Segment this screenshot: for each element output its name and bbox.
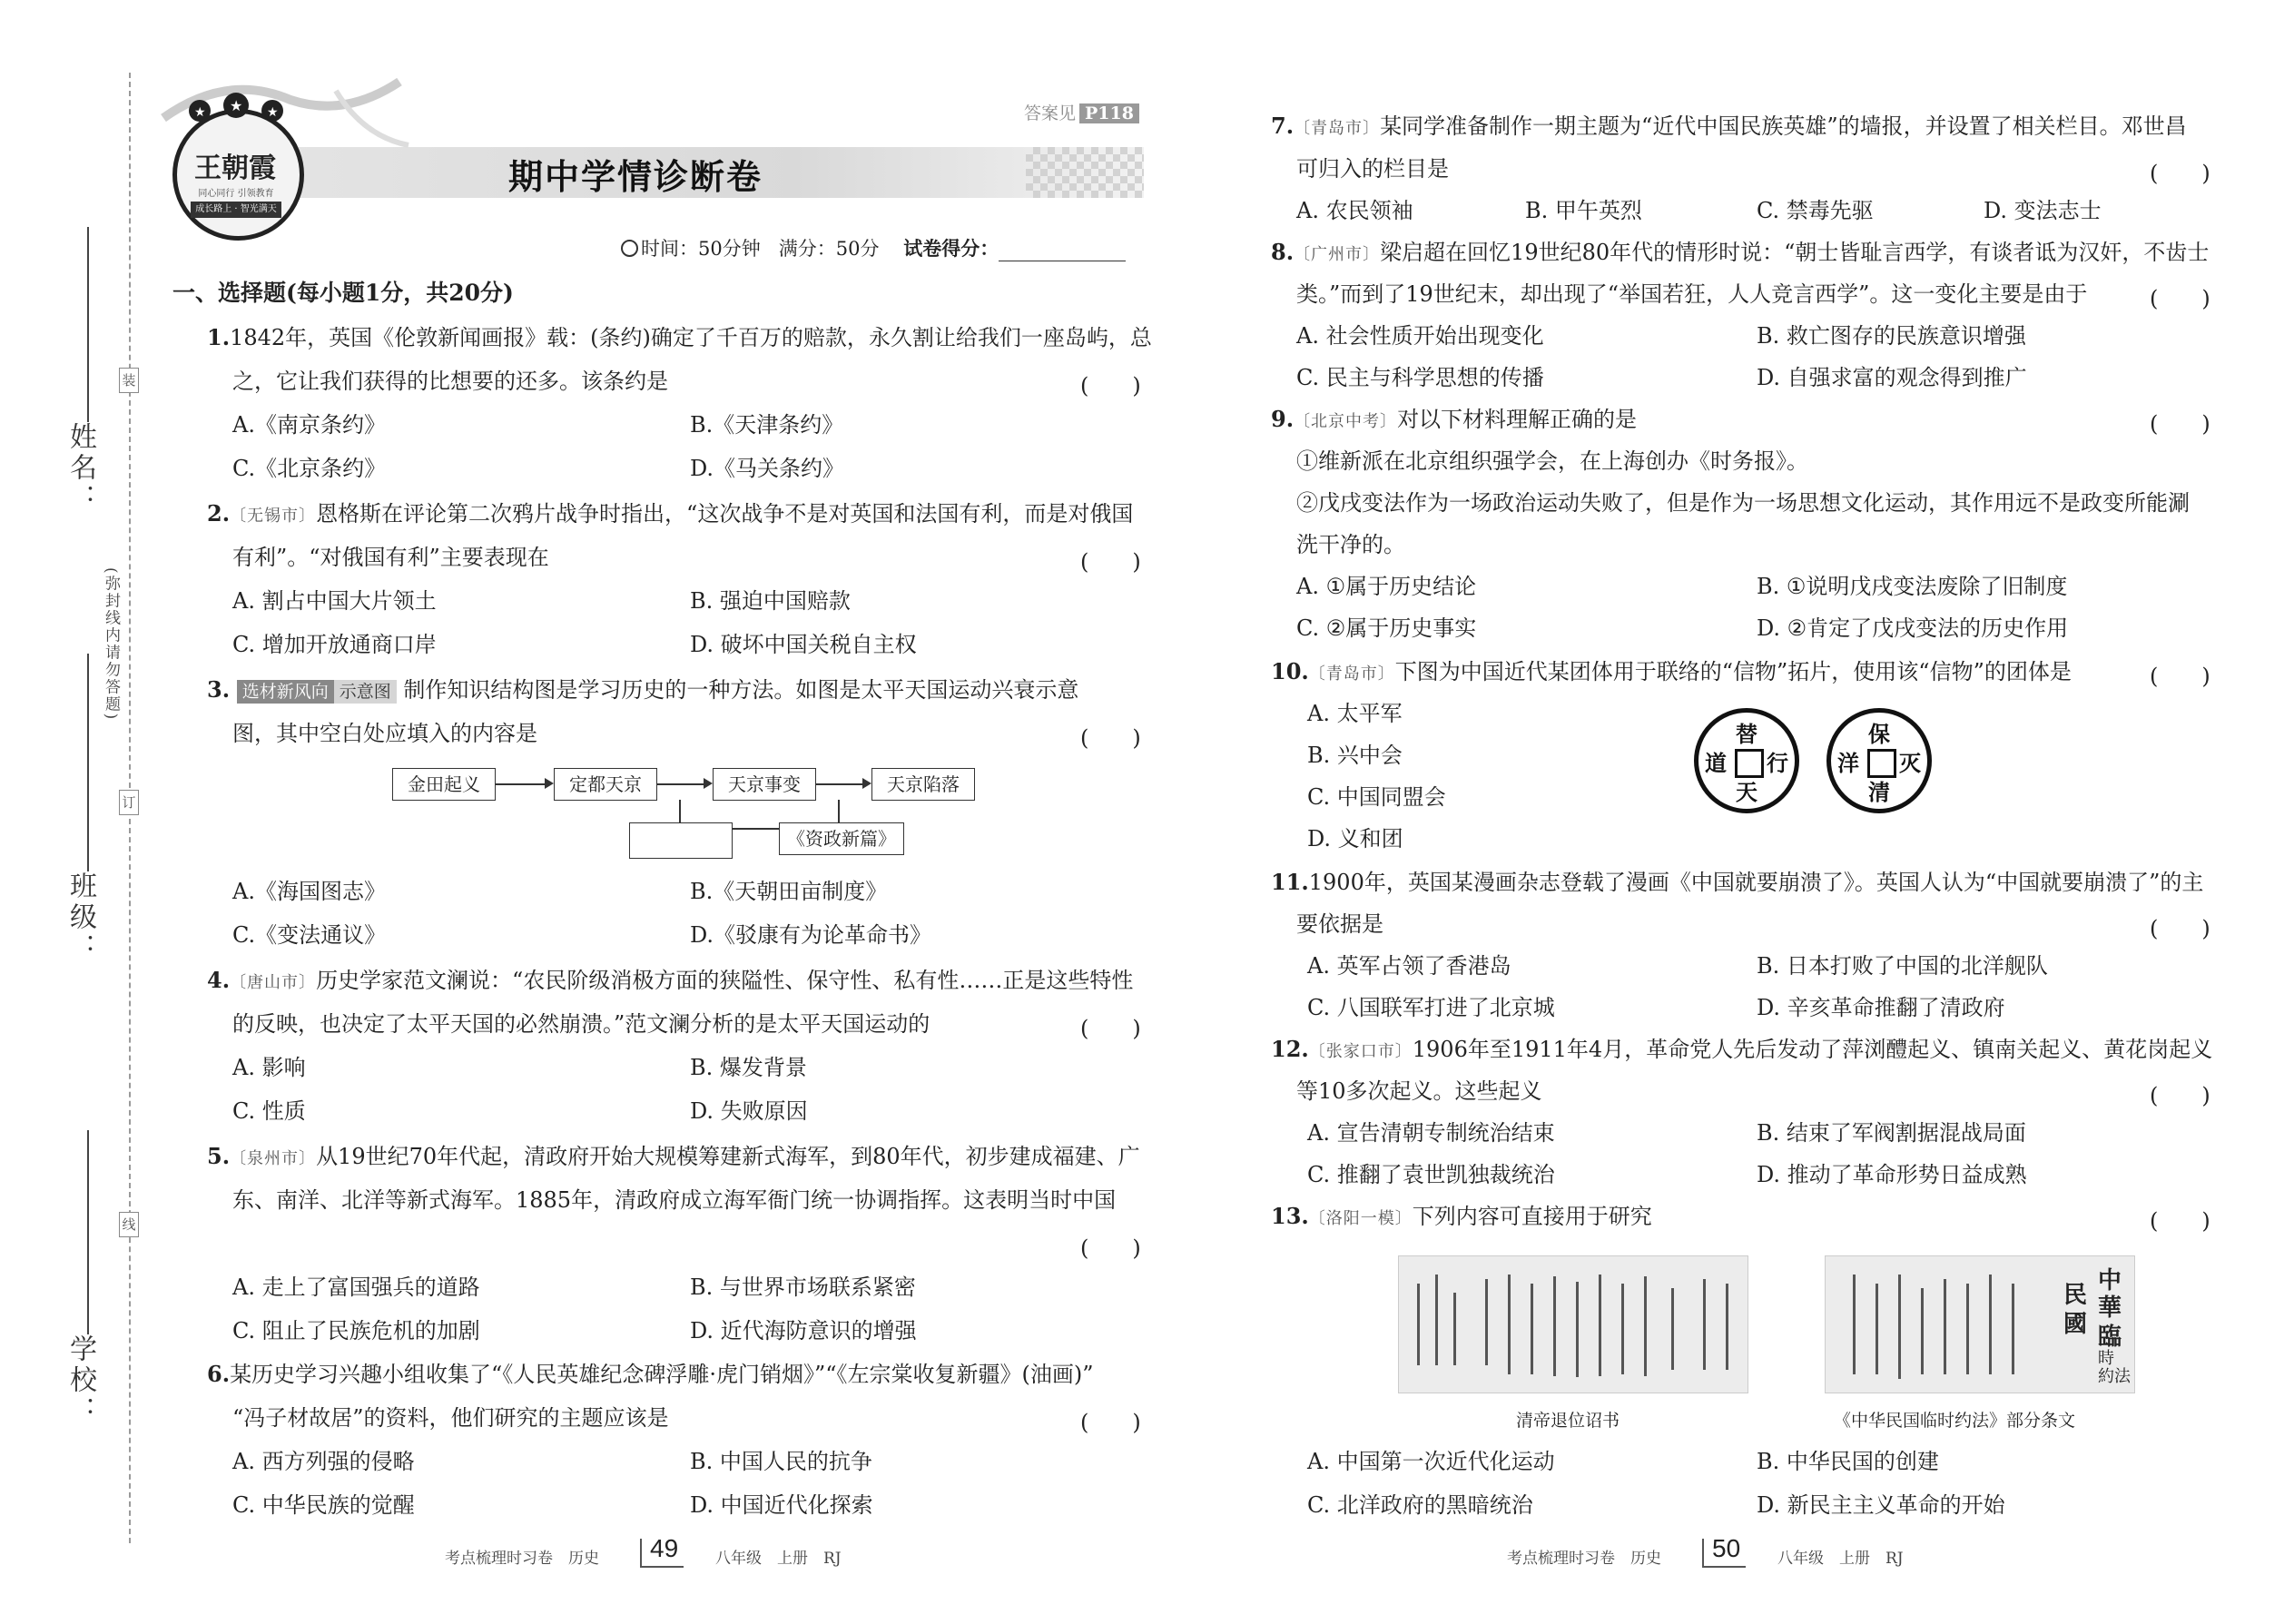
q12-option-c[interactable]: C. 推翻了袁世凯独裁统治 <box>1307 1162 1555 1187</box>
seal-mark-zhuang: 装 <box>119 368 139 393</box>
q11-option-b[interactable]: B. 日本打败了中国的北洋舰队 <box>1757 953 2048 979</box>
q6-option-b[interactable]: B. 中国人民的抗争 <box>690 1449 872 1474</box>
q3-line2: 图，其中空白处应填入的内容是 <box>232 721 537 746</box>
q5-answer-blank[interactable]: ( ) <box>1080 1235 1141 1261</box>
q8-line2: 类。”而到了19世纪末，却出现了“举国若狂，人人竞言西学”。这一变化主要是由于 <box>1296 281 2088 307</box>
q6-option-a[interactable]: A. 西方列强的侵略 <box>232 1449 415 1474</box>
q1-answer-blank[interactable]: ( ) <box>1080 373 1141 399</box>
q8-option-a[interactable]: A. 社会性质开始出现变化 <box>1296 323 1544 349</box>
class-label: 班级： <box>64 871 96 964</box>
section-title: 一、选择题(每小题1分，共20分) <box>172 280 514 306</box>
logo-band: 成长路上 · 智光满天 <box>191 202 281 218</box>
q12-line2: 等10多次起义。这些起义 <box>1296 1078 1542 1104</box>
logo-subtitle: 同心同行 引领教育 <box>198 189 274 199</box>
q3-badge-new: 选材新风向 <box>237 680 334 704</box>
q5-line2: 东、南洋、北洋等新式海军。1885年，清政府成立海军衙门统一协调指挥。这表明当时中国 <box>232 1187 1117 1213</box>
q11-line2: 要依据是 <box>1296 911 1383 937</box>
q13-line1: 13.〔洛阳一模〕下列内容可直接用于研究 <box>1271 1203 1652 1229</box>
score-field[interactable] <box>999 242 1126 261</box>
q8-option-b[interactable]: B. 救亡图存的民族意识增强 <box>1757 323 2026 349</box>
q6-line2: “冯子材故居”的资料，他们研究的主题应该是 <box>232 1405 669 1431</box>
coin-seal-fuqingmieyang-icon: 保 灭 清 洋 <box>1826 708 1932 813</box>
q13-option-a[interactable]: A. 中国第一次近代化运动 <box>1307 1449 1555 1474</box>
q7-line1: 7.〔青岛市〕某同学准备制作一期主题为“近代中国民族英雄”的墙报，并设置了相关栏目。邓世昌 <box>1271 113 2187 139</box>
q3-option-c[interactable]: C.《变法通议》 <box>232 922 387 948</box>
q10-option-b[interactable]: B. 兴中会 <box>1307 743 1403 768</box>
q3-line1: 3. 选材新风向 示意图 制作知识结构图是学习历史的一种方法。如图是太平天国运动兴衰示意 <box>207 676 1079 703</box>
q9-option-d[interactable]: D. ②肯定了戊戌变法的历史作用 <box>1757 615 2069 641</box>
page-title: 期中学情诊断卷 <box>508 156 763 197</box>
answer-reference: 答案见 P118 <box>1024 100 1139 124</box>
q12-option-b[interactable]: B. 结束了军阀割据混战局面 <box>1757 1120 2026 1146</box>
q3-option-d[interactable]: D.《驳康有为论革命书》 <box>690 922 932 948</box>
q9-material-2a: ②戊戌变法作为一场政治运动失败了，但是作为一场思想文化运动，其作用远不是政变所能涮 <box>1296 490 2190 516</box>
q7-option-d[interactable]: D. 变法志士 <box>1984 198 2102 223</box>
seal-note: (弥封线内请勿答题) <box>102 567 120 722</box>
q5-option-c[interactable]: C. 阻止了民族危机的加剧 <box>232 1318 480 1343</box>
q5-option-b[interactable]: B. 与世界市场联系紧密 <box>690 1275 916 1300</box>
q11-option-d[interactable]: D. 辛亥革命推翻了清政府 <box>1757 995 2005 1020</box>
crown-icon <box>182 91 290 127</box>
q12-option-d[interactable]: D. 推动了革命形势日益成熟 <box>1757 1162 2027 1187</box>
q9-material-2b: 洗干净的。 <box>1296 532 1405 557</box>
q9-answer-blank[interactable]: ( ) <box>2150 411 2210 437</box>
footer-grade: 八年级 上册 RJ <box>1777 1550 1904 1568</box>
q4-option-c[interactable]: C. 性质 <box>232 1098 306 1124</box>
q2-line1: 2.〔无锡市〕恩格斯在评论第二次鸦片战争时指出，“这次战争不是对英国和法国有利，而是对俄国 <box>207 500 1134 527</box>
flow-blank-box <box>629 822 733 859</box>
q10-option-c[interactable]: C. 中国同盟会 <box>1307 784 1446 810</box>
q2-option-d[interactable]: D. 破坏中国关税自主权 <box>690 632 917 657</box>
exam-info: 时间：50分钟 满分：50分 试卷得分： <box>621 234 1126 261</box>
name-label: 姓名： <box>64 422 96 515</box>
q3-option-b[interactable]: B.《天朝田亩制度》 <box>690 879 888 904</box>
q1-line1: 1.1842年，英国《伦敦新闻画报》载：(条约)确定了千百万的赔款，永久割让给我们一座岛屿，总 <box>207 324 1152 350</box>
flow-arrow-icon <box>545 778 554 789</box>
q9-material-1: ①维新派在北京组织强学会，在上海创办《时务报》。 <box>1296 448 1808 474</box>
q3-badge-diagram: 示意图 <box>334 680 397 704</box>
q6-option-d[interactable]: D. 中国近代化探索 <box>690 1492 873 1518</box>
q2-option-c[interactable]: C. 增加开放通商口岸 <box>232 632 437 657</box>
q10-answer-blank[interactable]: ( ) <box>2150 664 2210 689</box>
logo-text: 王朝霞 <box>194 153 276 184</box>
school-label: 学校： <box>64 1334 96 1427</box>
q7-line2: 可归入的栏目是 <box>1296 156 1449 182</box>
q4-option-b[interactable]: B. 爆发背景 <box>690 1055 807 1080</box>
checker-decoration <box>1026 147 1144 198</box>
q3-answer-blank[interactable]: ( ) <box>1080 725 1141 751</box>
q1-line2: 之，它让我们获得的比想要的还多。该条约是 <box>232 369 668 394</box>
q11-line1: 11.1900年，英国某漫画杂志登载了漫画《中国就要崩溃了》。英国人认为“中国就要崩溃了”的主 <box>1271 869 2204 895</box>
q2-option-a[interactable]: A. 割占中国大片领土 <box>232 588 437 614</box>
flow-node-2: 定都天京 <box>554 768 657 801</box>
flow-arrow-icon <box>704 778 713 789</box>
q7-option-b[interactable]: B. 甲午英烈 <box>1525 198 1642 223</box>
footer-series: 考点梳理时习卷 历史 <box>1507 1550 1661 1568</box>
q11-answer-blank[interactable]: ( ) <box>2150 916 2210 941</box>
footer-series: 考点梳理时习卷 历史 <box>445 1550 599 1568</box>
footer-grade: 八年级 上册 RJ <box>715 1550 842 1568</box>
q6-answer-blank[interactable]: ( ) <box>1080 1410 1141 1435</box>
q10-option-d[interactable]: D. 义和团 <box>1307 826 1403 851</box>
class-field[interactable] <box>87 654 89 871</box>
school-field[interactable] <box>87 1130 89 1334</box>
q6-line1: 6.某历史学习兴趣小组收集了“《人民英雄纪念碑浮雕·虎门销烟》”“《左宗棠收复新疆》(油画)” <box>207 1361 1094 1387</box>
page-number: 50 <box>1712 1534 1741 1562</box>
q9-option-c[interactable]: C. ②属于历史事实 <box>1296 615 1477 641</box>
q1-option-d[interactable]: D.《马关条约》 <box>690 456 845 481</box>
flow-node-3: 天京事变 <box>713 768 816 801</box>
q6-option-c[interactable]: C. 中华民族的觉醒 <box>232 1492 415 1518</box>
q13-answer-blank[interactable]: ( ) <box>2150 1208 2210 1234</box>
q12-answer-blank[interactable]: ( ) <box>2150 1083 2210 1108</box>
seal-mark-xian: 线 <box>119 1212 139 1237</box>
q9-option-a[interactable]: A. ①属于历史结论 <box>1296 574 1477 599</box>
q4-line2: 的反映，也决定了太平天国的必然崩溃。”范文澜分析的是太平天国运动的 <box>232 1011 930 1037</box>
q4-answer-blank[interactable]: ( ) <box>1080 1016 1141 1041</box>
flow-branch-node: 《资政新篇》 <box>779 822 904 855</box>
q5-option-d[interactable]: D. 近代海防意识的增强 <box>690 1318 917 1343</box>
q10-line1: 10.〔青岛市〕下图为中国近代某团体用于联络的“信物”拓片，使用该“信物”的团体是 <box>1271 658 2072 684</box>
flow-arrow-icon <box>862 778 871 789</box>
q10-option-a[interactable]: A. 太平军 <box>1307 701 1403 726</box>
q8-line1: 8.〔广州市〕梁启超在回忆19世纪80年代的情形时说：“朝士皆耻言西学，有谈者诋为汉奸，不齿士 <box>1271 239 2210 265</box>
provisional-constitution-image: 中 華 民 國 臨 時 約 法 <box>1825 1255 2135 1393</box>
abdication-edict-image <box>1398 1255 1748 1393</box>
answer-page: P118 <box>1079 103 1139 123</box>
svg-text:★: ★ <box>267 105 279 120</box>
q13-option-d[interactable]: D. 新民主主义革命的开始 <box>1757 1492 2005 1518</box>
q2-option-b[interactable]: B. 强迫中国赔款 <box>690 588 851 614</box>
q13-option-b[interactable]: B. 中华民国的创建 <box>1757 1449 1939 1474</box>
q13-option-c[interactable]: C. 北洋政府的黑暗统治 <box>1307 1492 1533 1518</box>
q8-option-c[interactable]: C. 民主与科学思想的传播 <box>1296 365 1544 390</box>
seal-mark-ding: 订 <box>119 790 139 815</box>
q8-option-d[interactable]: D. 自强求富的观念得到推广 <box>1757 365 2027 390</box>
q7-answer-blank[interactable]: ( ) <box>2150 161 2210 186</box>
q1-option-a[interactable]: A.《南京条约》 <box>232 412 386 438</box>
q8-answer-blank[interactable]: ( ) <box>2150 286 2210 311</box>
q4-option-d[interactable]: D. 失败原因 <box>690 1098 808 1124</box>
q7-option-a[interactable]: A. 农民领袖 <box>1296 198 1413 223</box>
name-field[interactable] <box>87 227 89 422</box>
svg-text:★: ★ <box>230 97 243 114</box>
q2-line2: 有利”。“对俄国有利”主要表现在 <box>232 545 549 570</box>
q12-line1: 12.〔张家口市〕1906年至1911年4月，革命党人先后发动了萍浏醴起义、镇南关起义、黄花岗起义 <box>1271 1036 2213 1062</box>
q3-option-a[interactable]: A.《海国图志》 <box>232 879 386 904</box>
q1-option-c[interactable]: C.《北京条约》 <box>232 456 387 481</box>
q11-option-c[interactable]: C. 八国联军打进了北京城 <box>1307 995 1555 1020</box>
svg-text:★: ★ <box>194 105 206 120</box>
q1-option-b[interactable]: B.《天津条约》 <box>690 412 844 438</box>
q2-answer-blank[interactable]: ( ) <box>1080 549 1141 575</box>
q7-option-c[interactable]: C. 禁毒先驱 <box>1757 198 1874 223</box>
q4-line1: 4.〔唐山市〕历史学家范文澜说：“农民阶级消极方面的狭隘性、保守性、私有性……正是这些特性 <box>207 967 1134 993</box>
q9-line1: 9.〔北京中考〕对以下材料理解正确的是 <box>1271 406 1638 432</box>
abdication-edict-caption: 清帝退位诏书 <box>1516 1411 1620 1431</box>
q12-option-a[interactable]: A. 宣告清朝专制统治结束 <box>1307 1120 1555 1146</box>
flow-node-4: 天京陷落 <box>871 768 975 801</box>
q5-line1: 5.〔泉州市〕从19世纪70年代起，清政府开始大规模筹建新式海军，到80年代，初步建成福建、广 <box>207 1143 1140 1169</box>
clock-icon <box>621 240 638 257</box>
page-number: 49 <box>650 1534 679 1562</box>
q4-option-a[interactable]: A. 影响 <box>232 1055 306 1080</box>
q11-option-a[interactable]: A. 英军占领了香港岛 <box>1307 953 1511 979</box>
flow-node-1: 金田起义 <box>392 768 496 801</box>
q5-option-a[interactable]: A. 走上了富国强兵的道路 <box>232 1275 480 1300</box>
provisional-constitution-caption: 《中华民国临时约法》部分条文 <box>1834 1411 2076 1431</box>
q9-option-b[interactable]: B. ①说明戊戌变法废除了旧制度 <box>1757 574 2068 599</box>
coin-seal-tixingtiandao-icon: 替 行 天 道 <box>1694 708 1799 813</box>
